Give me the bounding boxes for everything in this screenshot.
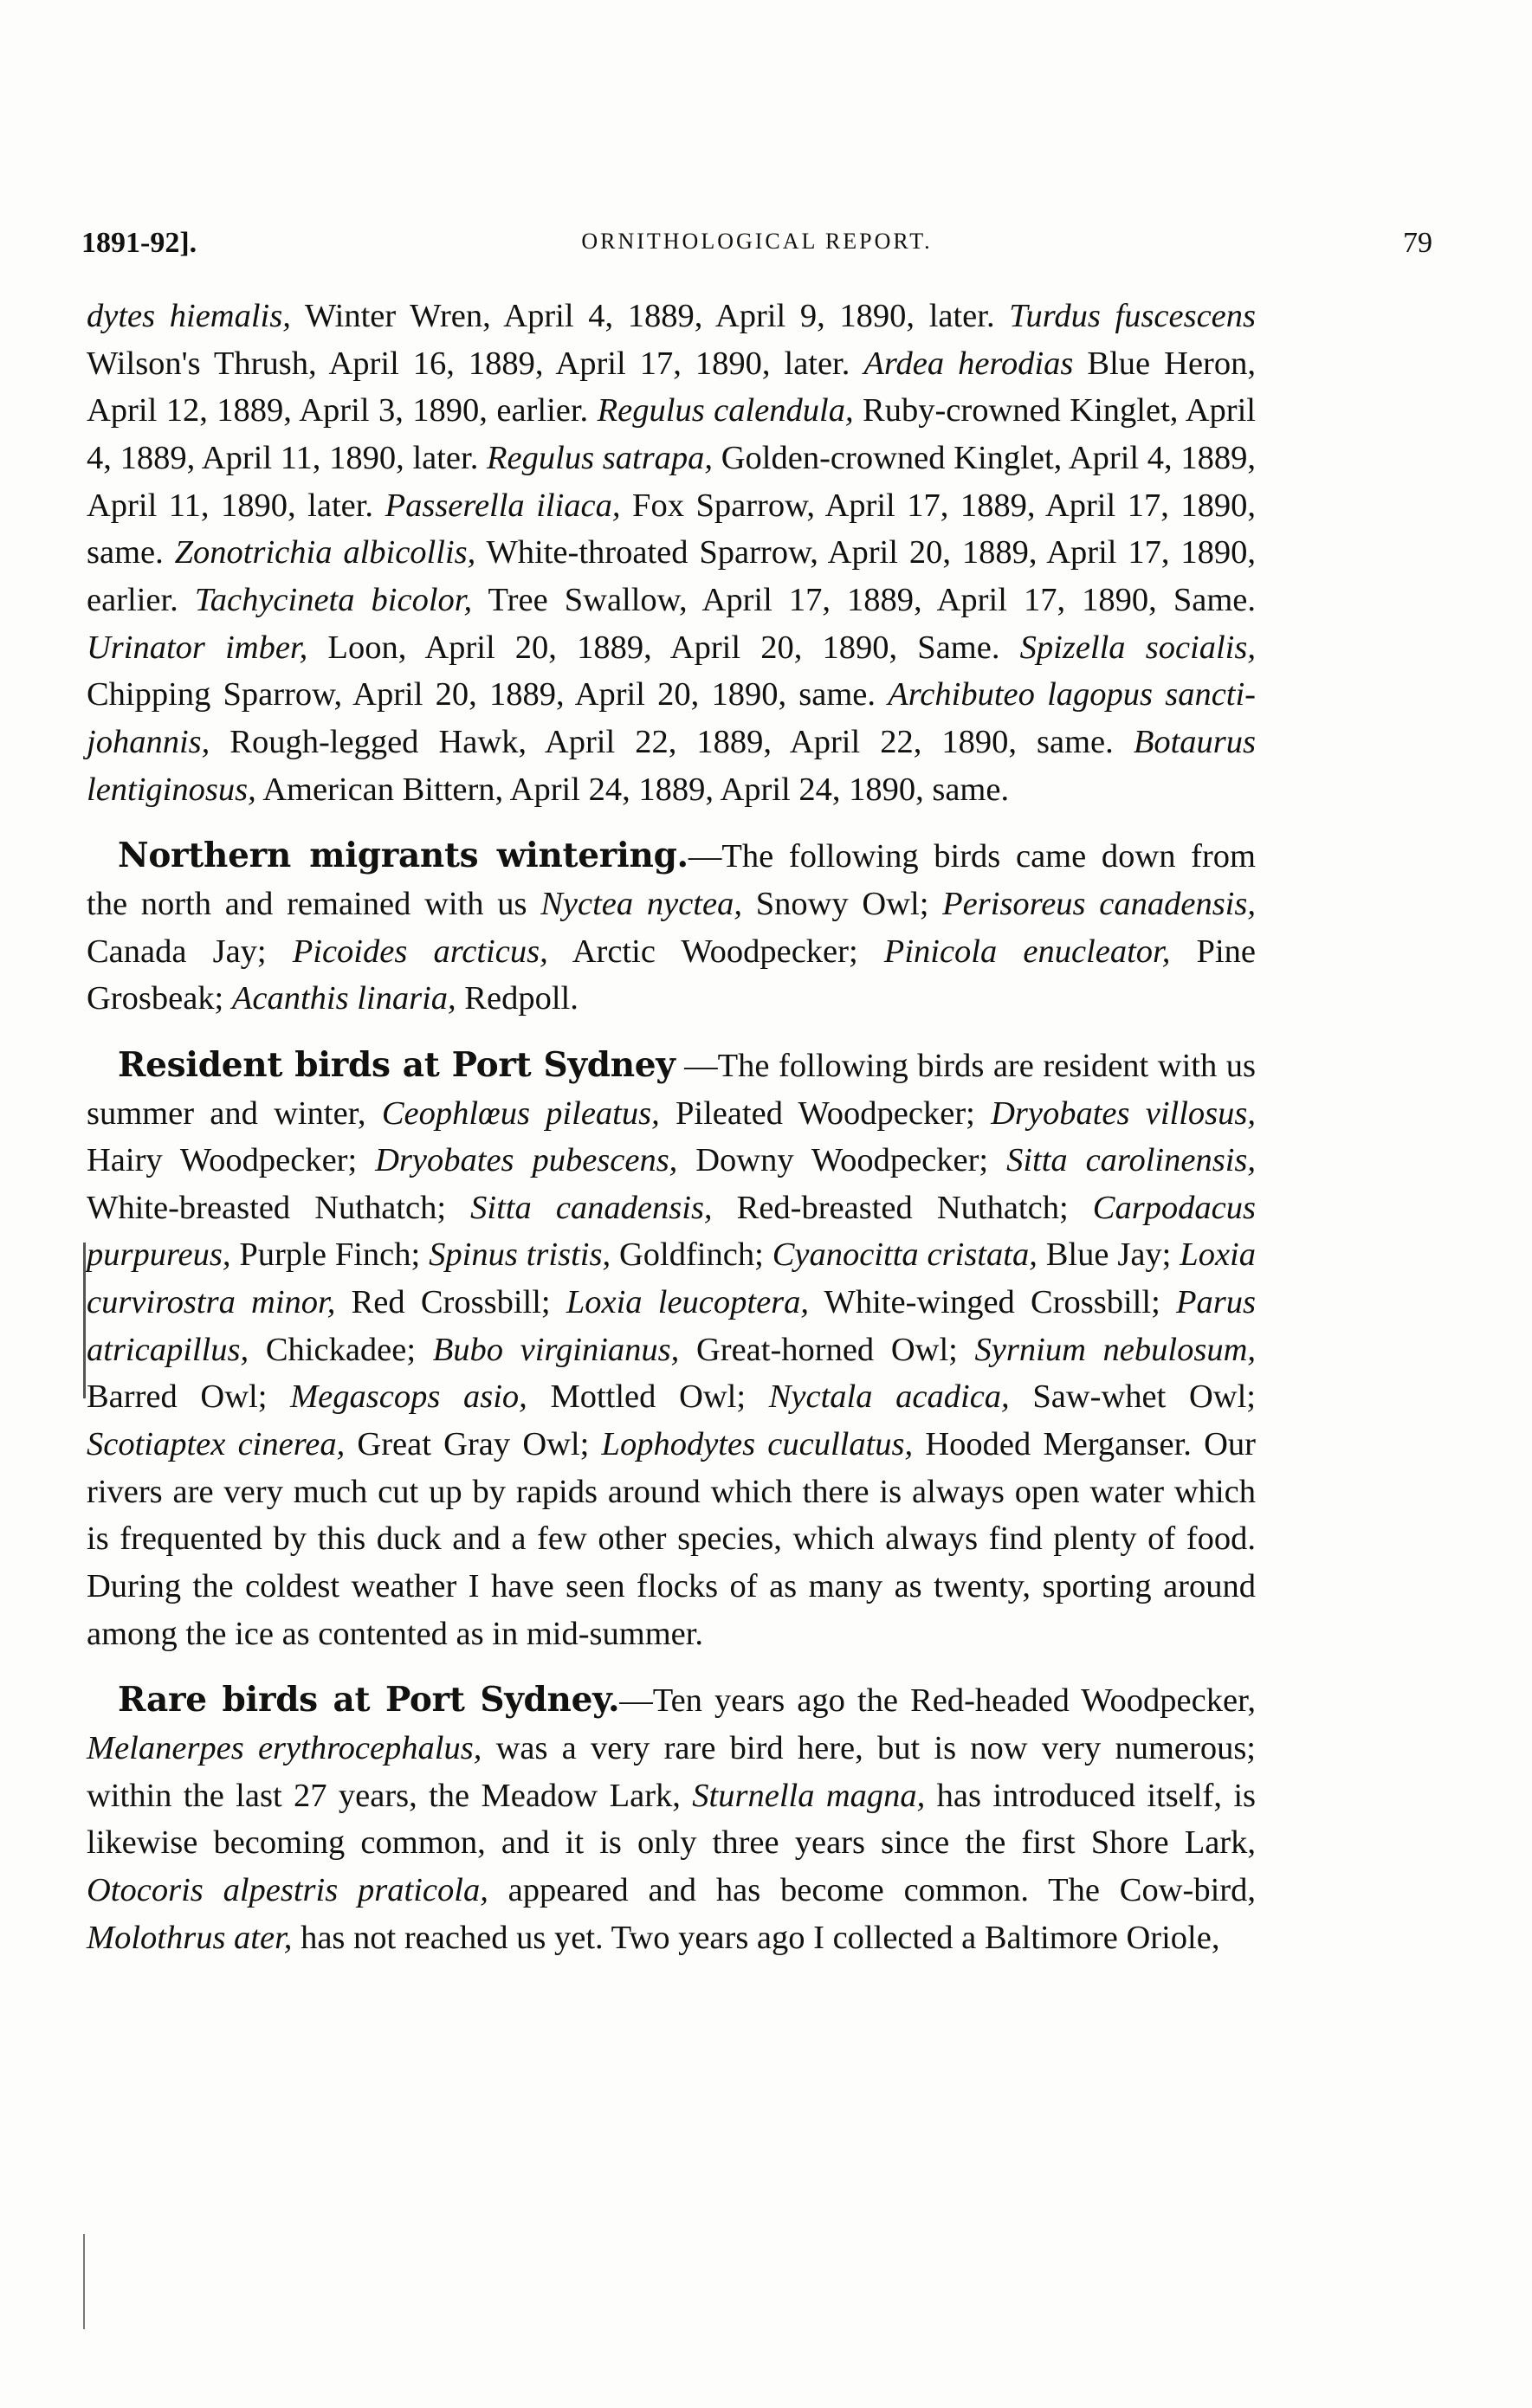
species-name: Picoides arcticus, (292, 933, 548, 970)
text-run: Snowy Owl; (741, 885, 943, 922)
text-run: Great Gray Owl; (345, 1426, 602, 1463)
species-name: Regulus satrapa, (487, 439, 714, 476)
species-name: Archibuteo lagopus sancti-johannis, (87, 676, 1256, 760)
margin-mark (83, 1243, 86, 1398)
text-run: Winter Wren, April 4, 1889, April 9, 1890, later. (290, 298, 1010, 334)
text-run: has not reached us yet. Two years ago I collected a Baltimore Oriole, (292, 1919, 1220, 1956)
text-run: Redpoll. (456, 980, 579, 1017)
text-run: Great-horned Owl; (679, 1331, 975, 1368)
page-number: 79 (1403, 227, 1432, 259)
text-run: Blue Heron, April 12, 1889, April 3, 1890, earlier. (87, 345, 1256, 429)
paragraph (87, 832, 1256, 1023)
species-name: Sitta carolinensis, (1006, 1142, 1256, 1179)
species-name: Tachycineta bicolor, (194, 581, 473, 618)
text-run: White-winged Crossbill; (809, 1284, 1176, 1321)
section-lead: Resident birds at Port Sydney (118, 1044, 676, 1085)
text-run: Blue Jay; (1037, 1236, 1180, 1274)
species-name: Zonotrichia albicollis, (174, 534, 476, 571)
text-run: Chipping Sparrow, April 20, 1889, April 20, 1890, same. (87, 676, 889, 713)
species-name: Megascops asio, (290, 1378, 527, 1416)
page-header (81, 227, 1432, 270)
text-run: White-breasted Nuthatch; (87, 1189, 471, 1226)
paragraph (87, 1042, 1256, 1658)
species-name: Lophodytes cucullatus, (601, 1426, 914, 1463)
text-run: Purple Finch; (230, 1236, 430, 1274)
text-run: Hooded Merganser. Our rivers are very much cut up by rapids around which there is always open water which is frequented by this duck and a few other species, which always find plenty of food. During the coldest weather I have seen flocks of as many as twenty, sporting around among the ice as contented as in mid-summer. (87, 1426, 1256, 1652)
text-run: has introduced itself, is likewise becoming common, and it is only three years since the first Shore Lark, (87, 1777, 1257, 1862)
species-name: Cyanocitta cristata, (772, 1236, 1037, 1274)
text-run: Pine Grosbeak; (87, 933, 1256, 1017)
species-name: Sturnella magna, (692, 1777, 926, 1814)
species-name: Urinator imber, (87, 629, 308, 666)
species-name: Ceophlœus pileatus, (381, 1094, 660, 1132)
text-run: Ruby-crowned Kinglet, April 4, 1889, April 11, 1890, later. (87, 392, 1256, 476)
species-name: Syrnium nebulosum, (974, 1331, 1256, 1368)
text-run: Wilson's Thrush, April 16, 1889, April 17, 1890, later. (87, 345, 864, 382)
species-name: Ardea herodias (863, 345, 1074, 382)
section-lead: Northern migrants wintering. (118, 836, 688, 876)
species-name: Regulus calendula, (597, 392, 854, 429)
species-name: Otocoris alpestris praticola, (87, 1872, 488, 1908)
text-run: Barred Owl; (87, 1378, 291, 1416)
text-run: —The following birds came down from the north and remained with us (87, 838, 1256, 922)
species-name: Spinus tristis, (429, 1236, 611, 1274)
species-name: Spizella socialis, (1019, 629, 1256, 666)
text-run: Fox Sparrow, April 17, 1889, April 17, 1890, same. (87, 487, 1256, 571)
text-run: Loon, April 20, 1889, April 20, 1890, Same. (307, 629, 1020, 666)
running-title: ORNITHOLOGICAL REPORT. (581, 229, 933, 254)
paragraph (87, 293, 1256, 813)
text-run: was a very rare bird here, but is now very numerous; within the last 27 years, the Meadow Lark, (87, 1730, 1256, 1814)
body-text (87, 293, 1256, 1980)
text-run: Rough-legged Hawk, April 22, 1889, April 22, 1890, same. (210, 723, 1134, 760)
text-run: Pileated Woodpecker; (659, 1094, 992, 1132)
text-run: appeared and has become common. The Cow-bird, (488, 1872, 1256, 1908)
text-run: American Bittern, April 24, 1889, April 24, 1890, same. (255, 771, 1010, 808)
species-name: Carpodacus purpureus, (87, 1189, 1256, 1274)
species-name: Turdus fuscescens (1009, 298, 1257, 334)
species-name: Botaurus lentiginosus, (87, 723, 1256, 808)
text-run: Goldfinch; (611, 1236, 772, 1274)
text-run: —The following birds are resident with us summer and winter, (87, 1047, 1256, 1132)
text-run: Red Crossbill; (335, 1284, 566, 1321)
section-lead: Rare birds at Port Sydney. (118, 1680, 620, 1720)
species-name: Sitta canadensis, (470, 1189, 713, 1226)
species-name: Molothrus ater, (87, 1919, 293, 1956)
species-name: Nyctala acadica, (768, 1378, 1010, 1416)
species-name: Dryobates villosus, (991, 1094, 1257, 1132)
species-name: Perisoreus canadensis, (942, 885, 1256, 922)
text-run: Chickadee; (249, 1331, 433, 1368)
species-name: Dryobates pubescens, (375, 1142, 678, 1179)
text-run: Canada Jay; (87, 933, 293, 970)
species-name: Pinicola enucleator, (883, 933, 1171, 970)
species-name: Melanerpes erythrocephalus, (87, 1730, 482, 1767)
text-run: Hairy Woodpecker; (87, 1142, 376, 1179)
species-name: Loxia curvirostra minor, (87, 1236, 1256, 1321)
text-run: Tree Swallow, April 17, 1889, April 17, 1890, Same. (472, 581, 1256, 618)
species-name: Loxia leucoptera, (566, 1284, 810, 1321)
text-run: Mottled Owl; (527, 1378, 769, 1416)
text-run: Golden-crowned Kinglet, April 4, 1889, April 11, 1890, later. (87, 439, 1256, 524)
text-run: Red-breasted Nuthatch; (712, 1189, 1093, 1226)
margin-mark (83, 2234, 85, 2329)
species-name: Acanthis linaria, (231, 980, 456, 1017)
text-run: —Ten years ago the Red-headed Woodpecker, (619, 1682, 1256, 1720)
header-year: 1891-92]. (81, 227, 197, 259)
text-run: Arctic Woodpecker; (547, 933, 884, 970)
species-name: Scotiaptex cinerea, (87, 1426, 346, 1463)
text-run: Saw-whet Owl; (1009, 1378, 1256, 1416)
text-run: White-throated Sparrow, April 20, 1889, April 17, 1890, earlier. (87, 534, 1256, 618)
species-name: Nyctea nyctea, (540, 885, 742, 922)
species-name: dytes hiemalis, (87, 298, 291, 334)
species-name: Passerella iliaca, (385, 487, 621, 524)
species-name: Parus atricapillus, (87, 1284, 1256, 1368)
species-name: Bubo virginianus, (432, 1331, 680, 1368)
text-run: Downy Woodpecker; (677, 1142, 1007, 1179)
paragraph (87, 1676, 1256, 1961)
